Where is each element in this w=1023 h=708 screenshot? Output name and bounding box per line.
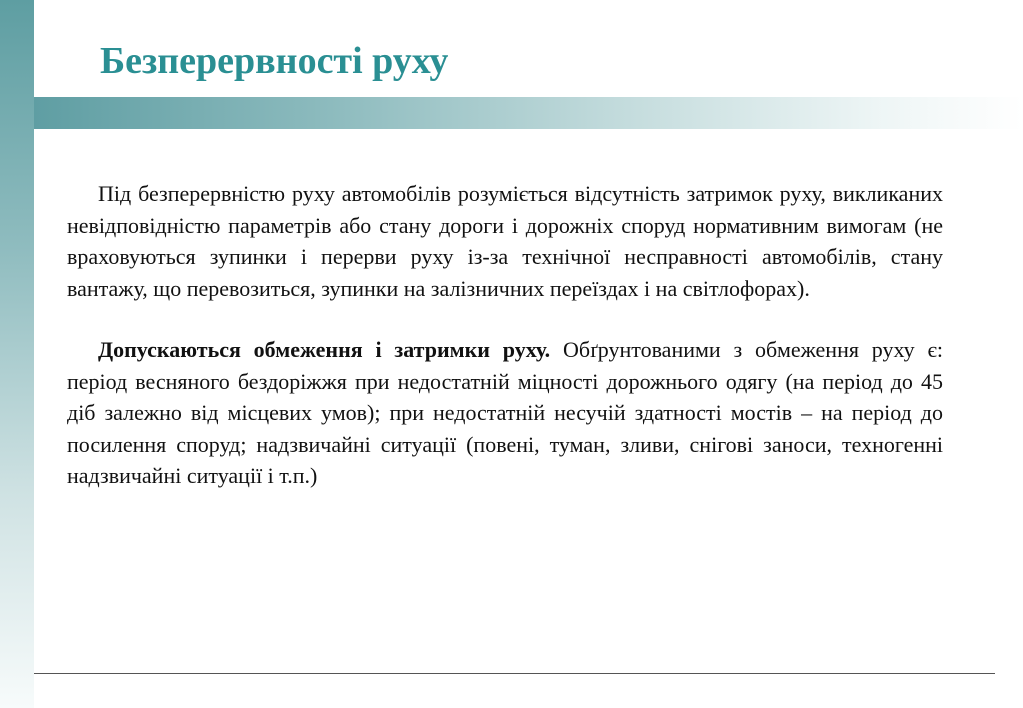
paragraph-restrictions-text: Обґрунтованими з обмеження руху є: період весняного бездоріжжя при недостатній міцності дорожнього одягу (на період до 45 діб залежно від місцевих умов); при недостатній несучій здатності мостів – на період до посилення споруд; надзвичайні ситуації (повені, туман, зливи, снігові заноси, техногенні надзвичайні ситуації і т.п.): [67, 337, 943, 488]
title-gradient-band: [34, 97, 1023, 129]
slide-body: [67, 178, 943, 492]
paragraph-allowed-restrictions: [67, 334, 943, 492]
left-decorative-bar: [0, 0, 34, 708]
paragraph-continuity-definition: Під безперервністю руху автомобілів розуміється відсутність затримок руху, викликаних невідповідністю параметрів або стану дороги і дорожніх споруд нормативним вимогам (не враховуються зупинки і перерви руху із-за технічної несправності автомобілів, стану вантажу, що перевозиться, зупинки на залізничних переїздах і на світлофорах).: [67, 181, 943, 301]
slide-title: Безперервності руху: [100, 40, 449, 82]
paragraph-lead-bold: Допускаються обмеження і затримки руху.: [98, 337, 551, 362]
bottom-divider: [34, 673, 995, 674]
